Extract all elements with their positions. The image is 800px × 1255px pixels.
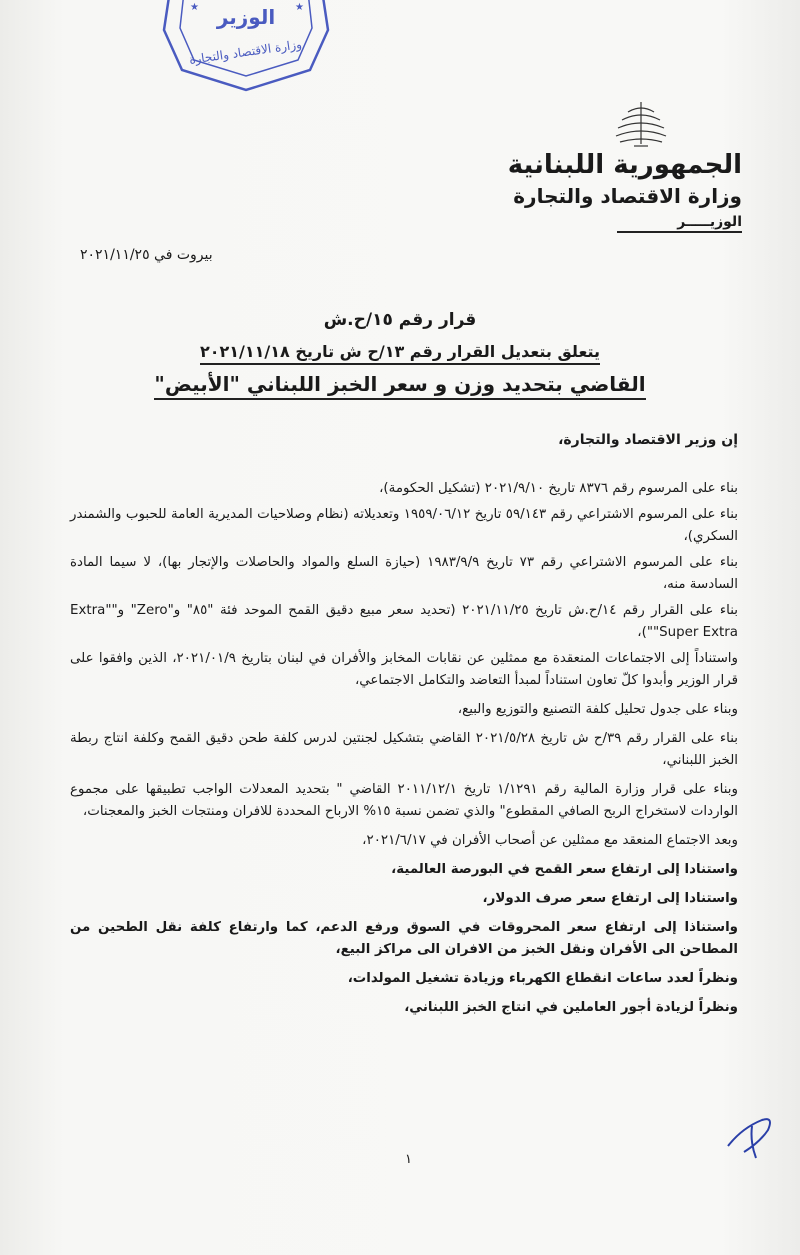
signature [722, 1112, 782, 1162]
paragraph: واستناذا إلى ارتفاع سعر المحروقات في السوق ورفع الدعم، كما وارتفاع كلفة نقل الطحين من المطاحن الى الأفران ونقل الخبز من الافران الى مراكز البيع، [70, 920, 738, 957]
paragraph: وبعد الاجتماع المنعقد مع ممثلين عن أصحاب الأفران في ٢٠٢١/٦/١٧، [362, 833, 738, 848]
svg-text:★: ★ [190, 2, 199, 13]
document-body [70, 478, 738, 1026]
document-date: بيروت في ٢٠٢١/١١/٢٥ [80, 247, 213, 263]
minister-label: الوزيـــــر [617, 214, 742, 233]
stamp-title: الوزير [216, 5, 276, 29]
paragraph: بناء على القرار رقم ٣٩/ح ش تاريخ ٢٠٢١/٥/٢٨ القاضي بتشكيل لجنتين لدرس كلفة طحن دقيق القمح وكلفة انتاج ربطة الخبز اللبناني، [70, 731, 739, 768]
page-number: ١ [405, 1152, 412, 1167]
paragraph: بناء على المرسوم الاشتراعي رقم ٥٩/١٤٣ تاريخ ١٩٥٩/٠٦/١٢ وتعديلاته (نظام وصلاحيات المديرية العامة للحبوب والشمندر السكري)، [70, 507, 738, 544]
decision-subject-line2 [0, 372, 800, 396]
stamp-arc-text: وزارة الاقتصاد والتجارة [188, 37, 303, 67]
paragraph: واستنادا إلى ارتفاع سعر صرف الدولار، [482, 891, 738, 906]
paragraph: بناء على المرسوم رقم ٨٣٧٦ تاريخ ٢٠٢١/٩/١٠ (تشكيل الحكومة)، [379, 481, 738, 496]
decision-number: قرار رقم ١٥/ح.ش [323, 310, 477, 330]
paragraph: بناء على المرسوم الاشتراعي رقم ٧٣ تاريخ ١٩٨٣/٩/٩ (حيازة السلع والمواد والحاصلات والإتجار بها)، لا سيما المادة السادسة منه، [70, 555, 738, 592]
cedar-emblem-icon [612, 98, 670, 150]
paragraph: وبناء على جدول تحليل كلفة التصنيع والتوزيع والبيع، [457, 702, 738, 717]
paragraph: ونظراً لعدد ساعات انقطاع الكهرباء وزيادة تشغيل المولدات، [347, 971, 738, 986]
paragraph: واستنادا إلى ارتفاع سعر القمح في البورصة العالمية، [391, 862, 738, 877]
paragraph: بناء على القرار رقم ١٤/ح.ش تاريخ ٢٠٢١/١١/٢٥ (تحديد سعر مبيع دقيق القمح الموحد فئة "٨٥" و"Zero" و"Extra" "Super Extra")، [70, 603, 738, 640]
letterhead [508, 150, 742, 233]
paragraph: واستناداً إلى الاجتماعات المنعقدة مع ممثلين عن نقابات المخابز والأفران في لبنان بتاريخ ٢٠٢١/٠١/٩، الذين وافقوا على قرار الوزير وأبدوا كلّ تعاون استناداً لمبدأ التعاضد والتكامل الاجتماعي، [70, 651, 738, 688]
republic-name: الجمهورية اللبنانية [507, 150, 742, 180]
svg-text:★: ★ [295, 2, 304, 13]
ministry-stamp [160, 0, 332, 92]
decision-subject-text: يتعلق بتعديل القرار رقم ١٣/ح ش تاريخ ٢٠٢١/١١/١٨ [200, 342, 600, 365]
decision-subject-line2-text: القاضي بتحديد وزن و سعر الخبز اللبناني "الأبيض" [154, 372, 645, 400]
paragraph: وبناء على قرار وزارة المالية رقم ١/١٢٩١ تاريخ ٢٠١١/١٢/١ القاضي " بتحديد المعدلات الواجب تطبيقها على مجموع الواردات لاستخراج الربح الصافي المقطوع" والذي تضمن نسبة ١٥% الارباح المحددة للافران ومنتجات الخبز والمعجنات، [70, 782, 738, 819]
paragraph: ونظراً لزيادة أجور العاملين في انتاج الخبز اللبناني، [404, 1000, 738, 1015]
decision-subject [0, 342, 800, 361]
addressee: إن وزير الاقتصاد والتجارة، [558, 432, 738, 448]
ministry-name: وزارة الاقتصاد والتجارة [513, 184, 742, 208]
